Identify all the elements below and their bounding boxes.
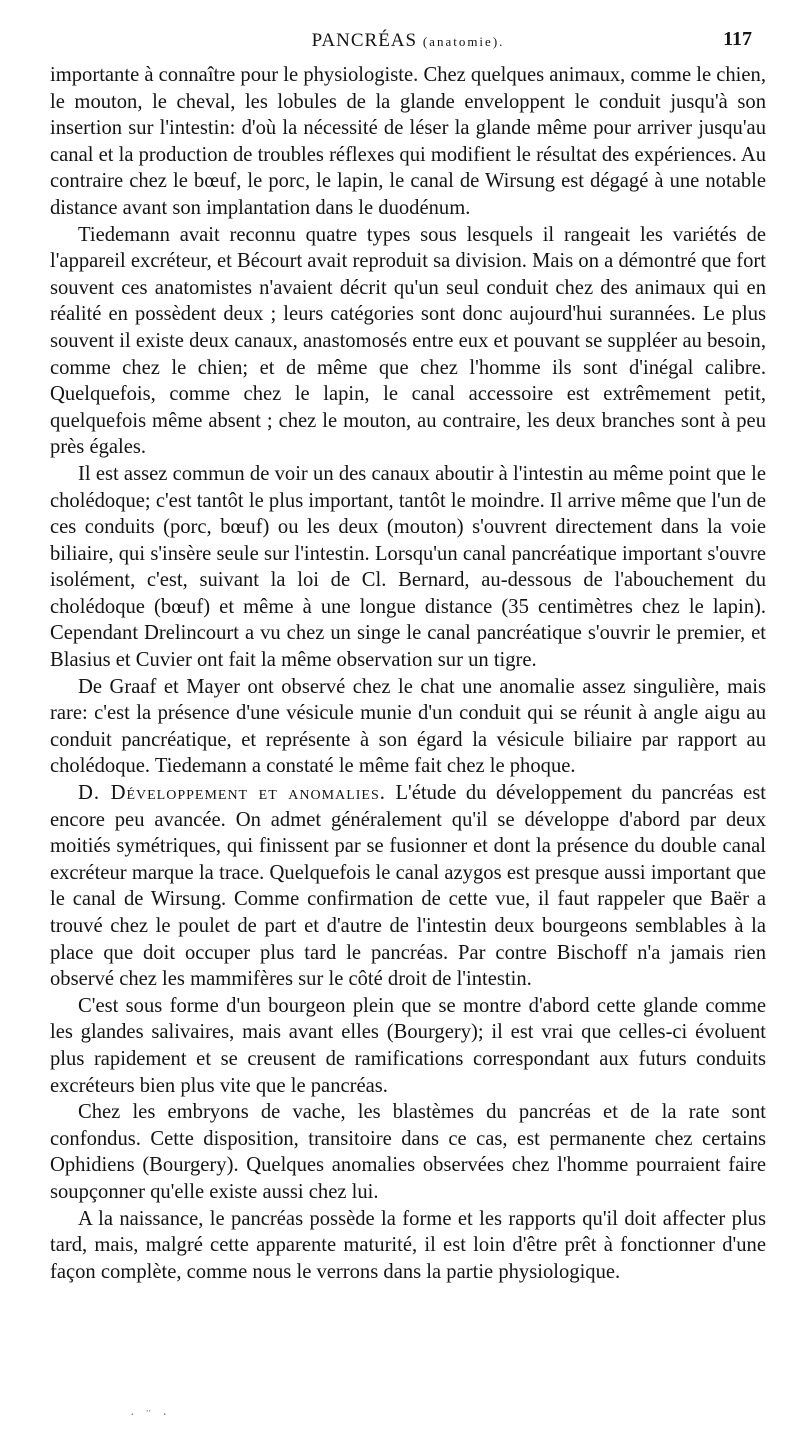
paragraph-text: C'est sous forme d'un bourgeon plein que se montre d'abord cette glande comme les glandes salivaires, mais avant elles (Bourgery); il est vrai que celles-ci évoluent plus rapidement et se creusent de ramifications correspondant aux futurs conduits excréteurs bien plus vite que le pancréas. <box>50 994 766 1097</box>
running-title-sub: (anatomie). <box>422 34 505 49</box>
paragraph-text: De Graaf et Mayer ont observé chez le chat une anomalie assez singulière, mais rare: c'est la présence d'une vésicule munie d'un conduit qui se réunit à angle aigu au conduit pancréatique, et représente à son égard la vésicule biliaire par rapport au cholédoque. Tiedemann a constaté le même fait chez le phoque. <box>50 675 766 778</box>
body-text <box>50 62 766 1285</box>
paragraph <box>50 993 766 1099</box>
page-header <box>50 24 766 62</box>
running-title <box>50 30 766 52</box>
paragraph <box>50 1099 766 1205</box>
section-heading: D. Développement et anomalies. <box>78 782 386 805</box>
paragraph <box>50 1206 766 1286</box>
running-title-main: PANCRÉAS <box>311 30 418 51</box>
paragraph <box>50 222 766 461</box>
paragraph <box>50 62 766 222</box>
page-number: 117 <box>723 28 752 50</box>
paragraph-text: importante à connaître pour le physiologiste. Chez quelques animaux, comme le chien, le mouton, le cheval, les lobules de la glande enveloppent le conduit jusqu'à son insertion sur l'intestin: d'où la nécessité de léser la glande même pour arriver jusqu'au canal et la production de troubles réflexes qui modifient le résultat des expériences. Au contraire chez le bœuf, le porc, le lapin, le canal de Wirsung est dégagé à une notable distance avant son implantation dans le duodénum. <box>50 64 766 219</box>
paragraph <box>50 674 766 780</box>
paragraph <box>50 780 766 993</box>
document-page <box>50 24 766 1285</box>
paragraph-text: Tiedemann avait reconnu quatre types sous lesquels il rangeait les variétés de l'appareil excréteur, et Bécourt avait reproduit sa division. Mais on a démontré que fort souvent ces anatomistes n'avaient décrit qu'un seul conduit chez des animaux qui en réalité en possèdent deux ; leurs catégories sont donc aujourd'hui surannées. Le plus souvent il existe deux canaux, anastomosés entre eux et pouvant se suppléer au besoin, comme chez le chien; et de même que chez l'homme ils sont d'inégal calibre. Quelquefois, comme chez le lapin, le canal accessoire est extrêmement petit, quelquefois même absent ; chez le mouton, au contraire, les deux branches sont à peu près égales. <box>50 223 766 459</box>
paragraph <box>50 461 766 674</box>
paragraph-text: Chez les embryons de vache, les blastèmes du pancréas et de la rate sont confondus. Cette disposition, transitoire dans ce cas, est permanente chez certains Ophidiens (Bourgery). Quelques anomalies observées chez l'homme pourraient faire soupçonner qu'elle existe aussi chez lui. <box>50 1101 766 1203</box>
paragraph-text: A la naissance, le pancréas possède la forme et les rapports qu'il doit affecter plus tard, mais, malgré cette apparente maturité, il est loin d'être prêt à fonctionner d'une façon complète, comme nous le verrons dans la partie physiologique. <box>50 1207 766 1283</box>
paragraph-text: L'étude du développement du pancréas est encore peu avancée. On admet généralement qu'il se développe d'abord par deux moitiés symétriques, qui finissent par se fusionner et dont la présence du double canal excréteur marque la trace. Quelquefois le canal azygos est presque aussi important que le canal de Wirsung. Comme confirmation de cette vue, il faut rappeler que Baër a trouvé chez le poulet de part et d'autre de l'intestin deux bourgeons semblables à la place que doit occuper plus tard le pancréas. Par contre Bischoff n'a jamais rien observé chez les mammifères sur le côté droit de l'intestin. <box>50 782 766 991</box>
paragraph-text: Il est assez commun de voir un des canaux aboutir à l'intestin au même point que le cholédoque; c'est tantôt le plus important, tantôt le moindre. Il arrive même que l'un de ces conduits (porc, bœuf) ou les deux (mouton) s'ouvrent directement dans la voie biliaire, qui s'insère seule sur l'intestin. Lorsqu'un canal pancréatique important s'ouvre isolément, c'est, suivant la loi de Cl. Bernard, au-dessous de l'abouchement du cholédoque (bœuf) et même à une longue distance (35 centimètres chez le lapin). Cependant Drelincourt a vu chez un singe le canal pancréatique s'ouvrir le premier, et Blasius et Cuvier ont fait la même observation sur un tigre. <box>50 462 766 672</box>
print-specks: · ¨ · <box>130 1408 171 1423</box>
